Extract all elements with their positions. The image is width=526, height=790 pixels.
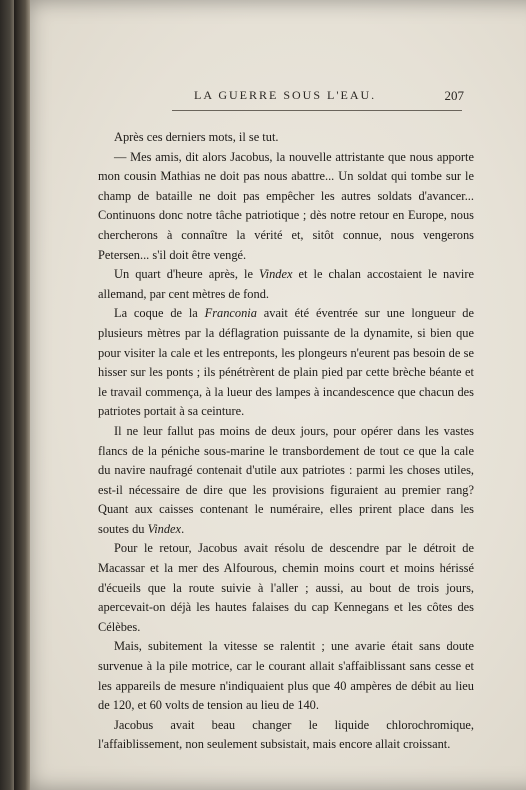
running-title: LA GUERRE SOUS L'EAU.: [194, 88, 377, 102]
paragraph: Un quart d'heure après, le Vindex et le chalan accostaient le navire allemand, par cent mètres de fond.: [98, 267, 474, 301]
paragraph: Il ne leur fallut pas moins de deux jours, pour opérer dans les vastes flancs de la péniche sous-marine le transbordement de tout ce que la cale du navire naufragé contenait d'utile aux patriotes : parmi les choses utiles, est-il nécessaire de dire que les provisions figuraient au premier rang? Quant aux caisses contenant le numéraire, elles prirent place dans les soutes du Vindex.: [98, 423, 474, 536]
page-number: 207: [444, 88, 464, 103]
running-header: [194, 88, 464, 108]
paragraph: Après ces derniers mots, il se tut.: [114, 130, 279, 144]
paragraph: Pour le retour, Jacobus avait résolu de descendre par le détroit de Macassar et la mer des Alfourous, chemin moins court et moins hérissé d'écueils que la route suivie à l'aller ; aussi, au bout de trois jours, apercevait-on déjà les hautes falaises du cap Kennegans et les côtes des Célèbes.: [98, 541, 474, 634]
header-rule: [172, 110, 462, 111]
paragraph: Mais, subitement la vitesse se ralentit ; une avarie était sans doute survenue à la pile motrice, car le courant allait s'affaiblissant sans cesse et les appareils de mesure n'indiquaient plus que 40 ampères de débit au lieu de 120, et 60 volts de tension au lieu de 140.: [98, 639, 474, 713]
paragraph: — Mes amis, dit alors Jacobus, la nouvelle attristante que nous apporte mon cousin Mathias ne doit pas nous abattre... Un soldat qui tombe sur le champ de bataille ne doit pas empêcher les autres soldats d'avancer... Continuons donc notre tâche patriotique ; dès notre retour en Europe, nous chercherons à connaître la vérité et, sitôt connue, nous vengerons Petersen... s'il doit être vengé.: [98, 149, 474, 262]
book-binding: [14, 0, 30, 790]
book-page: [14, 0, 526, 790]
body-text: [98, 128, 474, 755]
paragraph: Jacobus avait beau changer le liquide chlorochromique, l'affaiblissement, non seulement subsistait, mais encore allait croissant.: [98, 717, 474, 752]
paragraph: La coque de la Franconia avait été éventrée sur une longueur de plusieurs mètres par la déflagration puissante de la dynamite, si bien que pour visiter la cale et les entreponts, les plongeurs n'eurent pas besoin de se hisser sur les ponts ; ils pénétrèrent de plain pied par cette brèche béante et le travail commença, à la lueur des lampes à incandescence que chacun des patriotes portait à sa ceinture.: [98, 306, 475, 419]
